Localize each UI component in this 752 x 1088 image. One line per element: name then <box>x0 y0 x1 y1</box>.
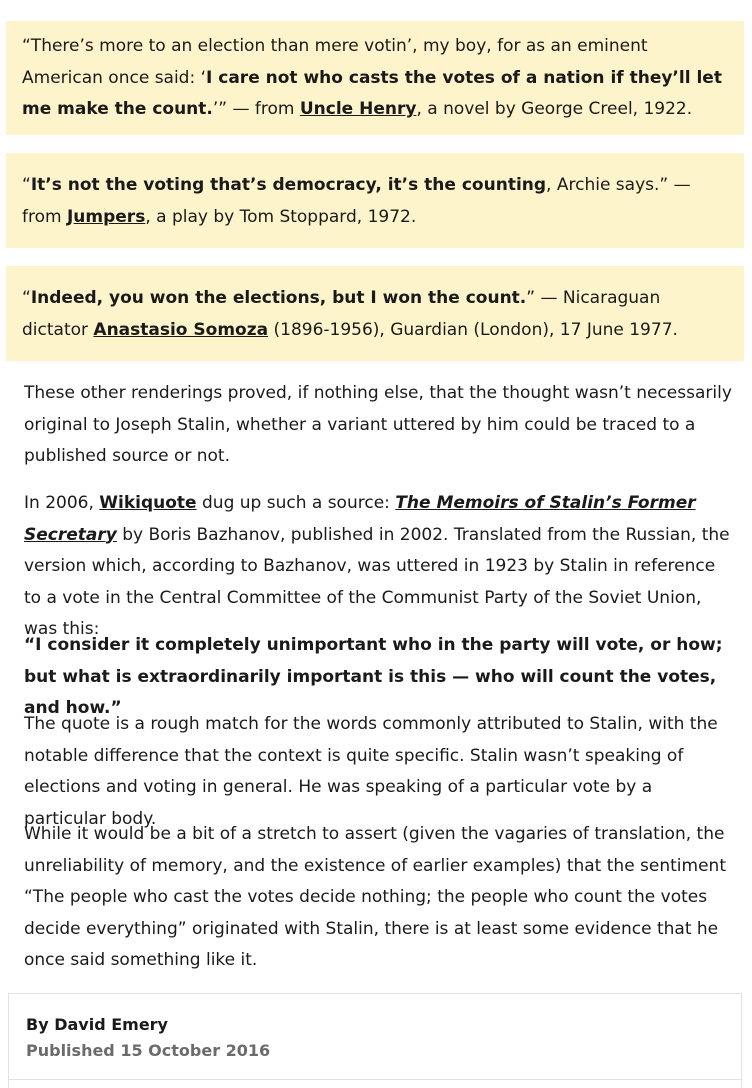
paragraph-renderings: These other renderings proved, if nothing else, that the thought wasn’t necessarily original to Joseph Stalin, whether a variant uttered by him could be traced to a published source or not. <box>24 383 732 466</box>
next-section-box <box>8 1079 742 1088</box>
quote-close: ” — Nicaraguan dictator <box>22 288 661 340</box>
paragraph-text: by Boris Bazhanov, published in 2002. Translated from the Russian, the version which, according to Bazhanov, was uttered in 1923 by Stalin in reference to a vote in the Central Committee of the Communist Party of the Soviet Union, was this: <box>24 524 730 639</box>
quote-close: ’” — from <box>212 99 300 119</box>
stalin-quote: “I consider it completely unimportant who in the party will vote, or how; but what is extraordinarily important is this — who will count the votes, and how.” <box>24 635 723 718</box>
wikiquote-link[interactable]: Wikiquote <box>99 493 197 513</box>
quote-open: “ <box>22 288 31 308</box>
quote-text <box>22 170 728 233</box>
published-date: Published 15 October 2016 <box>26 1041 271 1060</box>
quote-text <box>22 31 728 126</box>
paragraph-text: dug up such a source: <box>196 493 396 513</box>
quote-tail: (1896-1956), Guardian (London), 17 June 1977. <box>268 319 678 340</box>
paragraph-wikiquote <box>24 488 736 646</box>
quote-tail: , a play by Tom Stoppard, 1972. <box>145 206 417 227</box>
quote-close: , Archie says.” — from <box>22 175 691 227</box>
quote-open: “There’s more to an election than mere votin’, my boy, for as an eminent American once said: ‘ <box>22 36 648 88</box>
uncle-henry-link[interactable]: Uncle Henry <box>299 99 417 119</box>
quote-box-uncle-henry <box>6 21 744 135</box>
paragraph-rough-match: The quote is a rough match for the words commonly attributed to Stalin, with the notable difference that the context is quite specific. Stalin wasn’t speaking of elections and voting in general. He was speaking of a particular vote by a particular body. <box>24 714 718 829</box>
quote-box-jumpers <box>6 153 744 248</box>
memoirs-link[interactable]: The Memoirs of Stalin’s Former Secretary <box>24 493 696 545</box>
quote-bold: Indeed, you won the elections, but I won the count. <box>30 288 527 308</box>
quote-bold: It’s not the voting that’s democracy, it’s the counting <box>30 175 547 195</box>
quote-bold: I care not who casts the votes of a nation if they’ll let me make the count. <box>22 67 722 119</box>
quote-tail: , a novel by George Creel, 1922. <box>416 99 693 119</box>
jumpers-link[interactable]: Jumpers <box>66 206 146 227</box>
author-name: By David Emery <box>26 1015 168 1034</box>
paragraph-text: In 2006, <box>24 493 100 513</box>
byline-box <box>8 993 742 1079</box>
quote-box-somoza <box>6 266 744 361</box>
paragraph-conclusion: While it would be a bit of a stretch to assert (given the vagaries of translation, the unreliability of memory, and the existence of earlier examples) that the sentiment “The people who cast the votes decide nothing; the people who count the votes decide everything” originated with Stalin, there is at least some evidence that he once said something like it. <box>24 824 726 970</box>
quote-open: “ <box>22 175 31 195</box>
quote-text <box>22 283 728 346</box>
anastasio-somoza-link[interactable]: Anastasio Somoza <box>93 319 269 340</box>
